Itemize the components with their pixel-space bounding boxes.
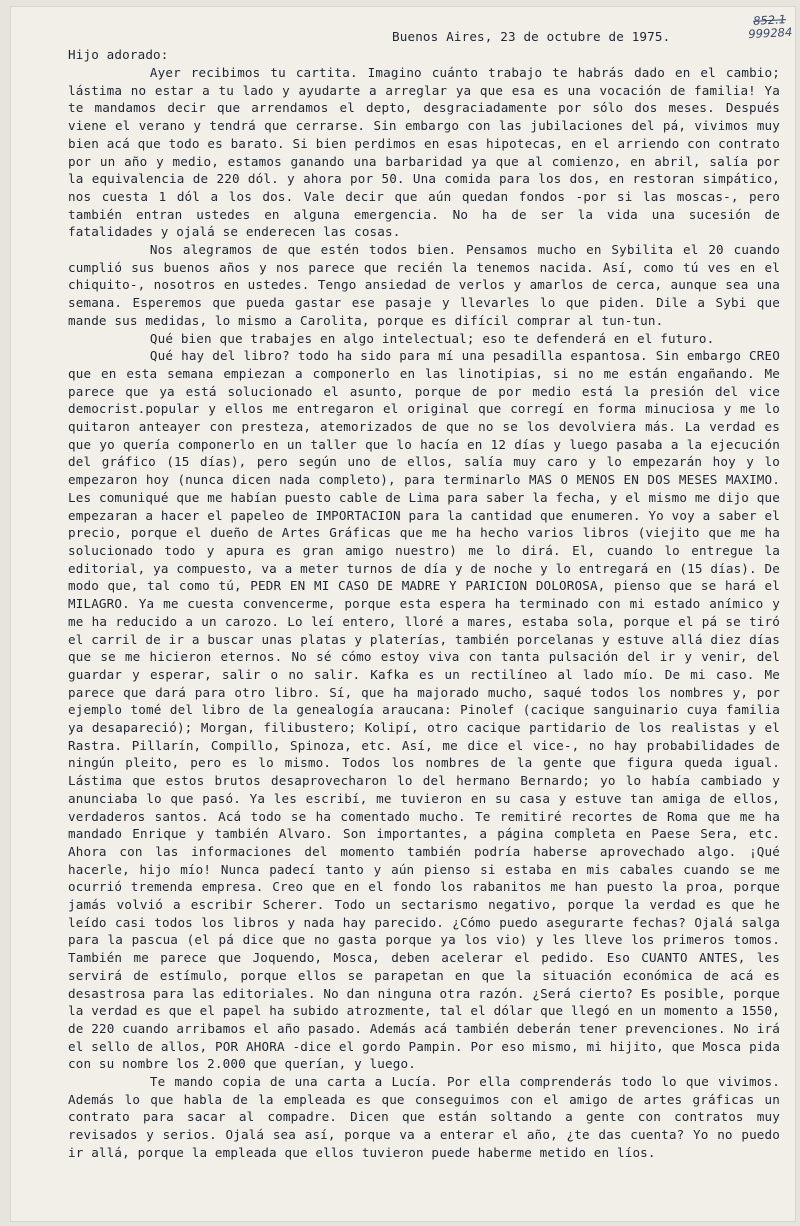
paragraph-3: Qué bien que trabajes en algo intelectual; eso te defenderá en el futuro.	[149, 330, 715, 346]
letter-body	[68, 64, 780, 1162]
letter-dateline: Buenos Aires, 23 de octubre de 1975.	[392, 29, 671, 44]
paragraph-4: Qué hay del libro? todo ha sido para mí una pesadilla espantosa. Sin embargo CREO que en esta semana empiezan a componerlo en las linotipias, si no me están engañando. Me parece que ya está solucionado el asunto, porque de por medio está la presión del vice democrist.popular y ellos me entregaron el original que corregí en forma minuciosa y me lo quitaron anteayer con presteza, atemorizados de que no se los devolviera más. La verdad es que yo quería componerlo en un taller que lo hacía en 12 días y luego pasaba a la ejecución del gráfico (15 días), pero según uno de ellos, salía muy caro y lo empezarán hoy y lo empezaron hoy (nunca dicen nada completo), para terminarlo MAS O MENOS EN DOS MESES MAXIMO. Les comuniqué que me habían puesto cable de Lima para saber la fecha, y el mismo me dijo que empezaran a hacer el papeleo de IMPORTACION para la cantidad que enumeren. Yo voy a saber el precio, porque el dueño de Artes Gráficas que me ha hecho varios libros (viejito que me ha solucionado todo y apura es gran amigo nuestro) me lo dirá. El, cuando lo entregue la editorial, ya compuesto, va a meter turnos de día y de noche y lo entregará en (15 días). De modo que, tal como tú, PEDR EN MI CASO DE MADRE Y PARICION DOLOROSA, pienso que se hará el MILAGRO. Ya me cuesta convencerme, porque esta espera ha terminado con mi estado anímico y me ha reducido a un carozo. Lo leí entero, lloré a mares, estaba sola, porque el pá se tiró el carril de ir a buscar unas platas y platerías, también porcelanas y estuve allá diez días que se me hicieron eternos. No sé cómo estoy viva con tanta pulsación del ir y venir, del guardar y esperar, salir o no salir. Kafka es un rectilíneo al lado mío. De mi caso. Me parece que dará para otro libro. Sí, que ha majorado mucho, saqué todos los nombres y, por ejemplo tomé del libro de la genealogía araucana: Pinolef (cacique sanguinario cuya familia ya desapareció); Morgan, filibustero; Kolipí, otro cacique partidario de los realistas y el Rastra. Pillarín, Compillo, Spinoza, etc. Así, me dice el vice-, no hay probabilidades de ningún pleito, pero es lo mismo. Todos los nombres de la gente que figura queda igual. Lástima que estos brutos desaprovecharon lo del hermano Bernardo; yo lo había cambiado y anunciaba lo que pasó. Ya les escribí, me tuvieron en su casa y estuve tan amiga de ellos, verdaderos santos. Acá todo se ha comentado mucho. Te remitiré recortes de Roma que me ha mandado Enrique y también Alvaro. Son importantes, a página completa en Paese Sera, etc. Ahora con las informaciones del momento también podría haberse aprovechado algo. ¡Qué hacerle, hijo mío! Nunca padecí tanto y aún pienso si estaba en mis cabales cuando se me ocurrió tremenda empresa. Creo que en el fondo los rabanitos me han puesto la proa, porque jamás volvió a escribir Scherer. Todo un sectarismo negativo, porque la verdad es que he leído casi todos los libros y nada hay parecido. ¿Cómo puedo asegurarte fechas? Ojalá salga para la pascua (el pá dice que no gasta porque ya los vio) y les lleve los primeros tomos. También me parece que Joquendo, Mosca, deben acelerar el pedido. Eso CUANTO ANTES, les servirá de estímulo, porque ellos se parapetan en que la situación económica de acá es desastrosa para las editoriales. No dan ninguna otra razón. ¿Será cierto? Es posible, porque la verdad es que el papel ha subido atrozmente, tal el dólar que llegó en un momento a 1550, de 220 cuando arribamos el año pasado. Además acá también deberán tener prevenciones. No irá el sello de allos, POR AHORA -dice el gordo Pampin. Por eso mismo, mi hijito, que Mosca pida con su nombre los 2.000 que querían, y luego.	[68, 348, 780, 1072]
letter-salutation: Hijo adorado:	[68, 47, 169, 62]
letter-sheet	[10, 6, 796, 1222]
typed-letter	[10, 6, 796, 1222]
archive-ref-new: 999284	[747, 24, 793, 42]
archive-ref-old: 852.1	[752, 12, 787, 28]
paragraph-1: Ayer recibimos tu cartita. Imagino cuánto trabajo te habrás dado en el cambio; lástima no estar a tu lado y ayudarte a arreglar ya que esa es una vocación de familia! Ya te mandamos decir que arrendamos el depto, desgraciadamente por sólo dos meses. Después viene el verano y tendrá que cerrarse. Sin embargo con las jubilaciones del pá, vivimos muy bien acá que todo es barato. Si bien perdimos en esas hipotecas, en el arriendo con contrato por un año y medio, estamos ganando una barbaridad ya que al comienzo, en abril, salía por la equivalencia de 220 dól. y ahora por 50. Una comida para los dos, en restoran simpático, nos cuesta 1 dól a los dos. Vale decir que aún quedan fondos -por si las moscas-, pero también entran ustedes en alguna emergencia. No ha de ser la vida una sucesión de fatalidades y ojalá se enderecen las cosas.	[68, 65, 780, 240]
paragraph-2: Nos alegramos de que estén todos bien. Pensamos mucho en Sybilita el 20 cuando cumplió sus buenos años y nos parece que recién la tenemos nacida. Así, como tú ves en el chiquito-, nosotros en ustedes. Tengo ansiedad de verlos y amarlos de cerca, aunque sea una semana. Esperemos que pueda gastar ese pasaje y llevarles lo que piden. Dile a Sybi que mande sus medidas, lo mismo a Carolita, porque es difícil comprar al tun-tun.	[68, 242, 780, 328]
paragraph-5: Te mando copia de una carta a Lucía. Por ella comprenderás todo lo que vivimos. Además lo que habla de la empleada es que conseguimos con el amigo de artes gráficas un contrato para sacar al compadre. Dicen que están soltando a gente con contratos muy revisados y serios. Ojalá sea así, porque va a enterar el año, ¿te das cuenta? Yo no puedo ir allá, porque la empleada que ellos tuvieron puede haberme metido en líos.	[68, 1074, 780, 1160]
